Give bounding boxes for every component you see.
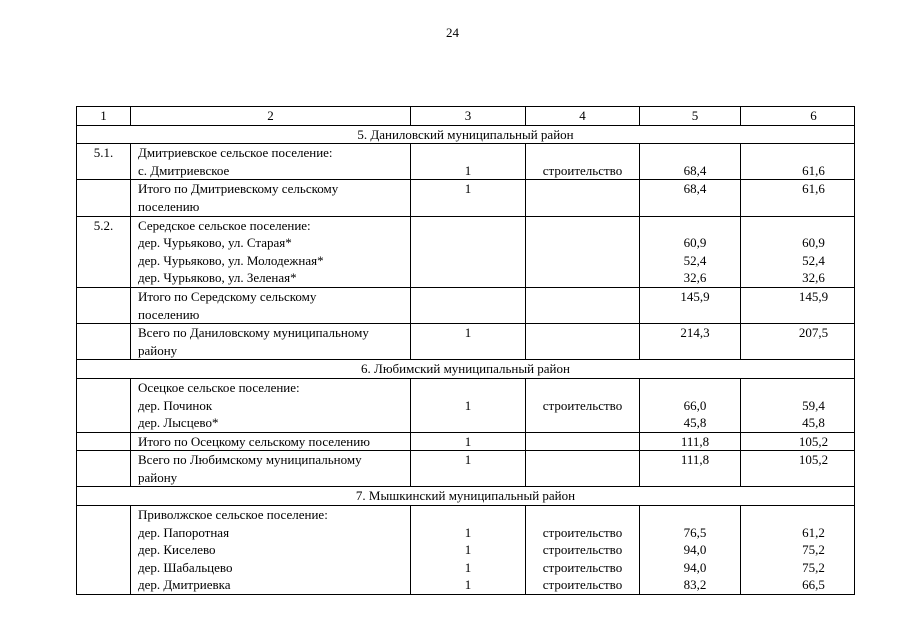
cell-c3 — [411, 287, 526, 323]
cell-line: дер. Лысцево* — [138, 415, 219, 431]
cell-line — [530, 288, 635, 306]
cell-c6 — [741, 432, 855, 451]
cell-line: дер. Дмитриевка — [138, 577, 231, 593]
cell-line — [81, 506, 126, 524]
cell-c1 — [77, 287, 131, 323]
column-header-4: 4 — [526, 107, 640, 126]
cell-line: Приволжское сельское поселение: — [138, 507, 328, 523]
cell-line: Всего по Любимскому муниципальному — [138, 452, 362, 468]
cell-c3 — [411, 216, 526, 287]
cell-c2 — [131, 144, 411, 180]
cell-line: 214,3 — [680, 325, 710, 341]
cell-line — [654, 217, 736, 235]
cell-line: району — [138, 342, 178, 358]
cell-line: 1 — [464, 162, 472, 178]
cell-c3 — [411, 451, 526, 487]
cell-line — [81, 180, 126, 198]
cell-line: 52,4 — [683, 252, 707, 268]
cell-line: 1 — [464, 325, 472, 341]
cell-c6 — [741, 451, 855, 487]
cell-line: 61,6 — [802, 162, 825, 178]
table-row — [77, 287, 855, 323]
cell-c5 — [640, 451, 741, 487]
cell-line: поселению — [138, 306, 200, 322]
cell-line: 207,5 — [798, 325, 829, 341]
cell-line: 1 — [464, 559, 472, 575]
cell-line: строительство — [542, 577, 623, 593]
cell-c1 — [77, 180, 131, 216]
cell-line — [777, 379, 850, 397]
cell-c2 — [131, 432, 411, 451]
cell-line — [415, 288, 521, 306]
cell-line — [530, 506, 635, 524]
cell-c4 — [526, 432, 640, 451]
cell-c3 — [411, 432, 526, 451]
cell-line: 1 — [464, 397, 472, 413]
table-row — [77, 180, 855, 216]
cell-line: строительство — [542, 542, 623, 558]
cell-line — [81, 288, 126, 306]
cell-line: Итого по Середскому сельскому — [138, 288, 317, 304]
cell-line: с. Дмитриевское — [138, 162, 230, 178]
cell-line — [530, 451, 635, 469]
cell-c5 — [640, 287, 741, 323]
cell-line: 32,6 — [683, 270, 707, 286]
cell-c2 — [131, 378, 411, 432]
cell-c3 — [411, 180, 526, 216]
cell-line: 59,4 — [802, 397, 825, 413]
cell-c1 — [77, 324, 131, 360]
cell-line — [654, 379, 736, 397]
cell-line: 32,6 — [802, 270, 825, 286]
cell-line: 1 — [464, 433, 472, 449]
cell-line — [81, 379, 126, 397]
cell-line — [530, 379, 635, 397]
cell-line: 45,8 — [683, 415, 707, 431]
cell-c4 — [526, 506, 640, 595]
cell-c2 — [131, 216, 411, 287]
cell-line: строительство — [542, 397, 623, 413]
section-row — [77, 125, 855, 144]
cell-line — [81, 324, 126, 342]
cell-c1 — [77, 451, 131, 487]
table-row — [77, 451, 855, 487]
cell-line — [81, 433, 126, 451]
column-header-5: 5 — [640, 107, 741, 126]
cell-line: 66,0 — [683, 397, 707, 413]
cell-line — [777, 144, 850, 162]
table-row — [77, 506, 855, 595]
cell-line — [654, 144, 736, 162]
cell-c1 — [77, 144, 131, 180]
cell-line: 1 — [464, 577, 472, 593]
cell-c5 — [640, 216, 741, 287]
table-row — [77, 324, 855, 360]
cell-c5 — [640, 378, 741, 432]
cell-line: 52,4 — [802, 252, 825, 268]
cell-c5 — [640, 506, 741, 595]
cell-c5 — [640, 324, 741, 360]
cell-line — [530, 144, 635, 162]
cell-line: дер. Чурьяково, ул. Старая* — [138, 235, 292, 251]
cell-line: 5.1. — [93, 145, 114, 161]
cell-c3 — [411, 378, 526, 432]
cell-c6 — [741, 216, 855, 287]
data-table — [76, 106, 855, 595]
cell-c2 — [131, 451, 411, 487]
cell-line: 75,2 — [802, 542, 825, 558]
section-row — [77, 487, 855, 506]
cell-line: Итого по Дмитриевскому сельскому — [138, 181, 339, 197]
cell-line: строительство — [542, 559, 623, 575]
cell-line: 68,4 — [683, 181, 707, 197]
cell-line — [415, 144, 521, 162]
cell-line: 75,2 — [802, 559, 825, 575]
section-title: 7. Мышкинский муниципальный район — [77, 487, 855, 506]
cell-line: 145,9 — [798, 288, 829, 304]
cell-c4 — [526, 216, 640, 287]
table-row — [77, 432, 855, 451]
cell-c6 — [741, 144, 855, 180]
cell-c1 — [77, 378, 131, 432]
cell-line: дер. Папоротная — [138, 524, 230, 540]
cell-c5 — [640, 432, 741, 451]
cell-line: 1 — [464, 524, 472, 540]
cell-line: 83,2 — [683, 577, 707, 593]
cell-c6 — [741, 287, 855, 323]
cell-line: 76,5 — [683, 524, 707, 540]
cell-c3 — [411, 506, 526, 595]
cell-c2 — [131, 287, 411, 323]
cell-line: району — [138, 469, 178, 485]
table-row — [77, 144, 855, 180]
column-header-6: 6 — [741, 107, 855, 126]
cell-c2 — [131, 180, 411, 216]
cell-line: дер. Чурьяково, ул. Зеленая* — [138, 270, 297, 286]
cell-c5 — [640, 180, 741, 216]
cell-line: строительство — [542, 524, 623, 540]
cell-c6 — [741, 180, 855, 216]
cell-line — [530, 217, 635, 235]
cell-line — [415, 379, 521, 397]
cell-line — [530, 324, 635, 342]
section-row — [77, 360, 855, 379]
cell-c6 — [741, 506, 855, 595]
cell-line: 1 — [464, 542, 472, 558]
cell-c2 — [131, 506, 411, 595]
cell-c6 — [741, 324, 855, 360]
cell-line — [654, 506, 736, 524]
cell-c1 — [77, 506, 131, 595]
column-header-1: 1 — [77, 107, 131, 126]
cell-c4 — [526, 451, 640, 487]
cell-line: Дмитриевское сельское поселение: — [138, 145, 333, 161]
cell-line: 145,9 — [680, 288, 710, 304]
cell-line: Осецкое сельское поселение: — [138, 379, 300, 395]
cell-line: 45,8 — [802, 415, 825, 431]
page-number: 24 — [446, 25, 459, 40]
cell-line — [81, 451, 126, 469]
cell-line — [415, 217, 521, 235]
cell-line: 60,9 — [802, 235, 825, 251]
cell-c4 — [526, 324, 640, 360]
cell-line: 68,4 — [683, 162, 707, 178]
cell-line: дер. Киселево — [138, 542, 216, 558]
cell-line: дер. Починок — [138, 397, 213, 413]
cell-c6 — [741, 378, 855, 432]
cell-line: 111,8 — [680, 452, 710, 468]
cell-line: строительство — [542, 162, 623, 178]
cell-c4 — [526, 287, 640, 323]
table-row — [77, 216, 855, 287]
cell-c3 — [411, 144, 526, 180]
cell-line: 61,2 — [802, 524, 825, 540]
cell-c1 — [77, 216, 131, 287]
cell-c4 — [526, 144, 640, 180]
cell-line: Итого по Осецкому сельскому поселению — [138, 433, 370, 449]
cell-line: 5.2. — [93, 217, 114, 233]
cell-line: 1 — [464, 181, 472, 197]
section-title: 5. Даниловский муниципальный район — [77, 125, 855, 144]
cell-line: Всего по Даниловскому муниципальному — [138, 325, 369, 341]
cell-line: дер. Чурьяково, ул. Молодежная* — [138, 252, 324, 268]
section-title: 6. Любимский муниципальный район — [77, 360, 855, 379]
cell-line: 105,2 — [798, 452, 829, 468]
cell-line — [415, 506, 521, 524]
cell-c1 — [77, 432, 131, 451]
cell-line: поселению — [138, 198, 200, 214]
cell-c5 — [640, 144, 741, 180]
cell-line: 94,0 — [683, 542, 707, 558]
cell-line: дер. Шабальцево — [138, 559, 233, 575]
column-header-2: 2 — [131, 107, 411, 126]
table-body — [77, 107, 855, 595]
cell-line — [777, 217, 850, 235]
cell-line: 61,6 — [802, 181, 825, 197]
table-header-row — [77, 107, 855, 126]
table-row — [77, 378, 855, 432]
cell-c2 — [131, 324, 411, 360]
cell-line — [530, 433, 635, 451]
cell-line: 66,5 — [802, 577, 825, 593]
cell-c4 — [526, 180, 640, 216]
column-header-3: 3 — [411, 107, 526, 126]
cell-line: 111,8 — [680, 433, 710, 449]
cell-line: 1 — [464, 452, 472, 468]
cell-line: 105,2 — [798, 433, 829, 449]
cell-c3 — [411, 324, 526, 360]
cell-c4 — [526, 378, 640, 432]
cell-line — [530, 180, 635, 198]
cell-line — [777, 506, 850, 524]
cell-line: 60,9 — [683, 235, 707, 251]
cell-line: Середское сельское поселение: — [138, 217, 311, 233]
cell-line: 94,0 — [683, 559, 707, 575]
